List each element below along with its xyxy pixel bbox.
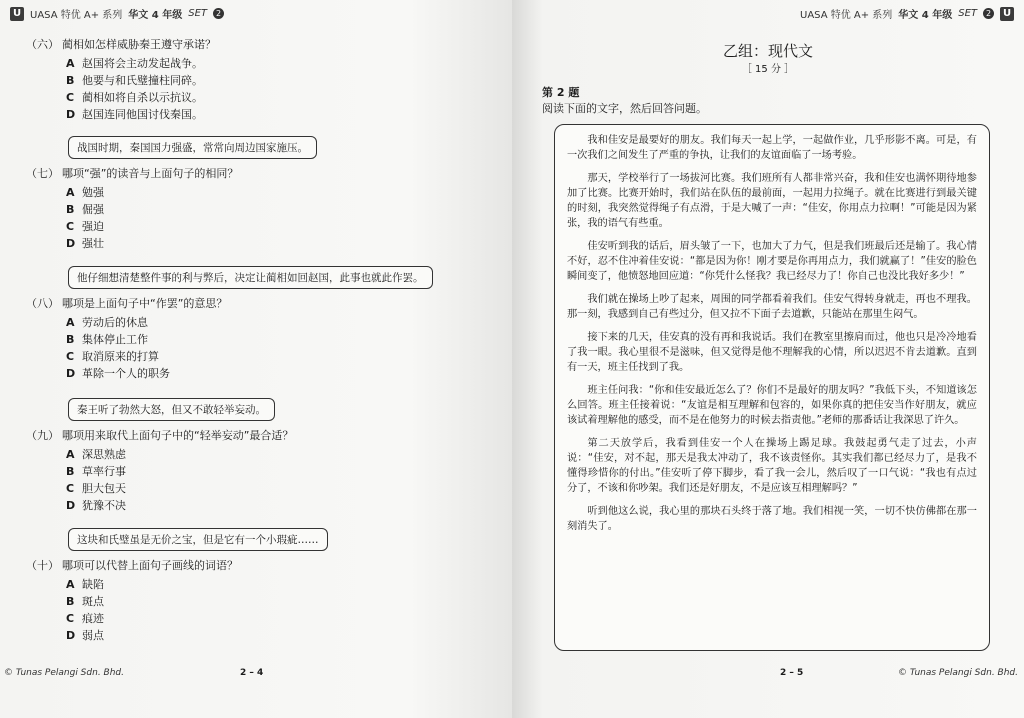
question-number: （八）	[26, 297, 59, 310]
passage-paragraph: 佳安听到我的话后，眉头皱了一下，也加大了力气，但是我们班最后还是输了。我心情不好，忍不住冲着佳安说：“都是因为你！刚才要是你再用点力，我们就赢了！”佳安的脸色瞬间变了，他愤怒地回应道：“你凭什么怪我？我已经尽力了！你自己也没比我好多少！”	[567, 241, 977, 282]
instruction-text: 阅读下面的文字，然后回答问题。	[542, 102, 707, 115]
series-name: UASA 特优 A+ 系列	[30, 10, 123, 21]
question-6	[26, 36, 216, 123]
option-c[interactable]: C 胆大包天	[66, 482, 126, 495]
option-d[interactable]: D 犹豫不决	[66, 499, 126, 512]
question-label: 第 2 题	[542, 86, 580, 99]
left-footer-copyright: © Tunas Pelangi Sdn. Bhd.	[4, 668, 124, 678]
right-page-number: 2 – 5	[780, 668, 804, 678]
option-a[interactable]: A 勉强	[66, 186, 104, 199]
option-c[interactable]: C 蔺相如将自杀以示抗议。	[66, 91, 203, 104]
passage-paragraph: 听到他这么说，我心里的那块石头终于落了地。我们相视一笑，一切不快仿佛都在那一刻消失了。	[567, 506, 977, 532]
set-number: 2	[983, 8, 994, 19]
set-label: SET	[958, 8, 977, 19]
question-text: 蔺相如怎样威胁秦王遵守承诺？	[62, 38, 216, 51]
question-8	[26, 295, 227, 382]
section-title: 乙组：现代文	[722, 42, 813, 60]
publisher-logo: U	[10, 7, 24, 21]
series-name: UASA 特优 A+ 系列	[800, 10, 893, 21]
subject-label: 华文 4 年级	[128, 10, 183, 21]
question-text: 哪项“强”的读音与上面句子的相同？	[62, 167, 239, 180]
option-c[interactable]: C 痕迹	[66, 612, 104, 625]
passage-paragraph: 第二天放学后，我看到佳安一个人在操场上踢足球。我鼓起勇气走了过去，小声说：“佳安，对不起，那天是我太冲动了，我不该责怪你。其实我们都已经尽力了，是我不懂得珍惜你的付出。”佳安听了停下脚步，看了我一会儿，然后叹了一口气说：“我也有点过分了，不该和你吵架。我们还是好朋友，不是应该互相理解吗？”	[567, 438, 977, 494]
question-text: 哪项可以代替上面句子画线的词语？	[62, 559, 238, 572]
left-page-number: 2 – 4	[240, 668, 264, 678]
option-b[interactable]: B 草率行事	[66, 465, 126, 478]
question-number: （十）	[26, 559, 59, 572]
right-footer-copyright: © Tunas Pelangi Sdn. Bhd.	[898, 668, 1018, 678]
option-d[interactable]: D 弱点	[66, 629, 104, 642]
option-b[interactable]: B 集体停止工作	[66, 333, 148, 346]
passage-paragraph: 我和佳安是最要好的朋友。我们每天一起上学，一起做作业，几乎形影不离。可是，有一次我们之间发生了严重的争执，让我们的友谊面临了一场考验。	[567, 135, 977, 161]
option-b[interactable]: B 倔强	[66, 203, 104, 216]
set-label: SET	[188, 8, 207, 19]
context-box-4: 这块和氏璧虽是无价之宝，但是它有一个小瑕疵……	[68, 528, 328, 551]
question-7	[26, 165, 238, 252]
passage-paragraph: 我们就在操场上吵了起来，周围的同学都看着我们。佳安气得转身就走，再也不理我。那一刻，我感到自己有些过分，但又拉不下面子去道歉，只能站在那里生闷气。	[567, 294, 977, 320]
option-a[interactable]: A 赵国将会主动发起战争。	[66, 57, 203, 70]
publisher-logo: U	[1000, 7, 1014, 21]
passage-paragraph: 班主任问我：“你和佳安最近怎么了？你们不是最好的朋友吗？”我低下头，不知道该怎么回答。班主任接着说：“友谊是相互理解和包容的，如果你真的把佳安当作好朋友，就应该试着理解他的感受，而不是在他努力的时候去指责他。”老师的那番话让我深思了许久。	[567, 385, 977, 426]
option-b[interactable]: B 斑点	[66, 595, 104, 608]
option-d[interactable]: D 强壮	[66, 237, 104, 250]
option-a[interactable]: A 劳动后的休息	[66, 316, 148, 329]
set-number: 2	[213, 8, 224, 19]
passage-paragraph: 接下来的几天，佳安真的没有再和我说话。我们在教室里擦肩而过，他也只是冷冷地看了我一眼。我心里很不是滋味，但又觉得是他不理解我的心情，所以迟迟不肯去道歉。直到有一天，班主任找到了我。	[567, 332, 977, 373]
option-c[interactable]: C 强迫	[66, 220, 104, 233]
question-9	[26, 427, 293, 514]
question-number: （九）	[26, 429, 59, 442]
question-number: （六）	[26, 38, 59, 51]
left-header	[10, 6, 224, 21]
question-text: 哪项是上面句子中“作罢”的意思？	[62, 297, 228, 310]
right-header	[800, 6, 1014, 21]
question-text: 哪项用来取代上面句子中的“轻举妄动”最合适？	[62, 429, 294, 442]
option-d[interactable]: D 革除一个人的职务	[66, 367, 170, 380]
section-marks: ［ 15 分 ］	[741, 64, 795, 75]
right-page	[512, 0, 1024, 718]
passage-paragraph: 那天，学校举行了一场拔河比赛。我们班所有人都非常兴奋，我和佳安也满怀期待地参加了比赛。比赛开始时，我们站在队伍的最前面，一起用力拉绳子。就在比赛进行到最关键的时刻，我突然觉得绳子有点滑，于是大喊了一声：“佳安，你用点力拉啊！”可能是因为紧张，我的语气有些重。	[567, 173, 977, 229]
context-box-2: 他仔细想清楚整件事的利与弊后，决定让蔺相如回赵国，此事也就此作罢。	[68, 266, 433, 289]
option-d[interactable]: D 赵国连同他国讨伐秦国。	[66, 108, 203, 121]
option-a[interactable]: A 缺陷	[66, 578, 104, 591]
question-10	[26, 557, 238, 644]
option-a[interactable]: A 深思熟虑	[66, 448, 126, 461]
option-c[interactable]: C 取消原来的打算	[66, 350, 159, 363]
context-box-3: 秦王听了勃然大怒，但又不敢轻举妄动。	[68, 398, 275, 421]
question-number: （七）	[26, 167, 59, 180]
reading-passage	[554, 124, 990, 651]
context-box-1: 战国时期，秦国国力强盛，常常向周边国家施压。	[68, 136, 317, 159]
subject-label: 华文 4 年级	[898, 10, 953, 21]
option-b[interactable]: B 他要与和氏璧撞柱同碎。	[66, 74, 203, 87]
